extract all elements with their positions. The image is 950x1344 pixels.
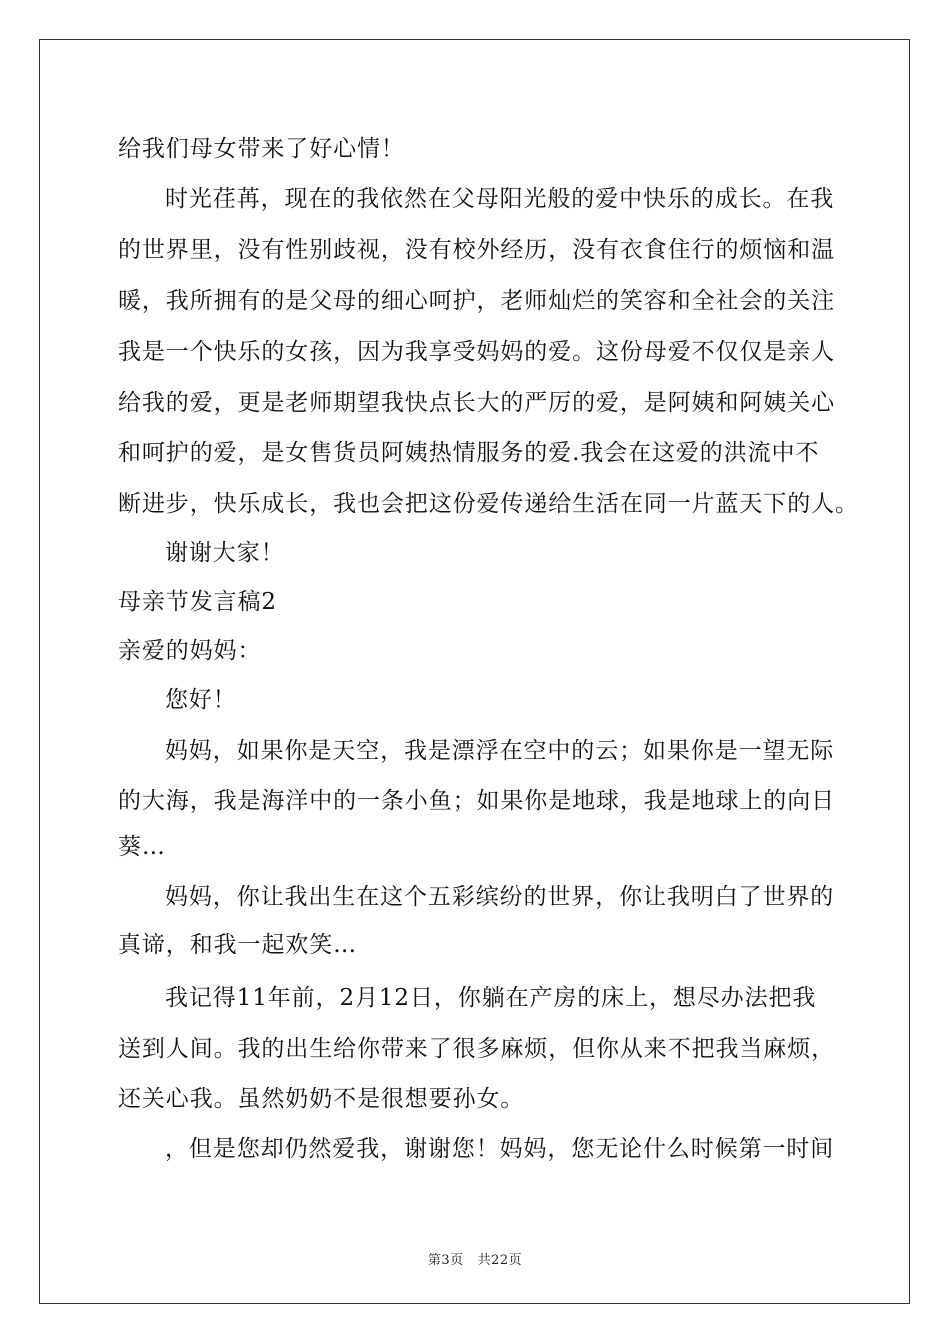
text-line: 真谛，和我一起欢笑… bbox=[118, 932, 357, 958]
text-line: 谢谢大家！ bbox=[165, 540, 285, 566]
text-line: 还关心我。虽然奶奶不是很想要孙女。 bbox=[118, 1086, 525, 1112]
salutation: 亲爱的妈妈： bbox=[118, 638, 262, 664]
page-number: 第3页 bbox=[427, 1253, 464, 1268]
page-total: 共22页 bbox=[477, 1253, 523, 1268]
section-heading: 母亲节发言稿2 bbox=[118, 589, 277, 615]
text-line: 妈妈，如果你是天空，我是漂浮在空中的云；如果你是一望无际 bbox=[165, 738, 835, 764]
page-footer bbox=[0, 1249, 950, 1268]
text-line: 的世界里，没有性别歧视，没有校外经历，没有衣食住行的烦恼和温 bbox=[118, 237, 835, 263]
text-line: 和呵护的爱，是女售货员阿姨热情服务的爱.我会在这爱的洪流中不 bbox=[118, 440, 820, 466]
text-line: 我是一个快乐的女孩，因为我享受妈妈的爱。这份母爱不仅仅是亲人 bbox=[118, 339, 835, 365]
greeting: 您好！ bbox=[165, 687, 237, 713]
text-line: 我记得11年前，2月12日，你躺在产房的床上，想尽办法把我 bbox=[165, 985, 817, 1011]
page-border bbox=[39, 39, 910, 1304]
text-line: 暖，我所拥有的是父母的细心呵护，老师灿烂的笑容和全社会的关注 bbox=[118, 288, 835, 314]
text-line: 时光荏苒，现在的我依然在父母阳光般的爱中快乐的成长。在我 bbox=[165, 186, 835, 212]
text-line: 妈妈，你让我出生在这个五彩缤纷的世界，你让我明白了世界的 bbox=[165, 884, 835, 910]
text-line: ，但是您却仍然爱我，谢谢您！妈妈，您无论什么时候第一时间 bbox=[165, 1136, 835, 1162]
text-line: 给我的爱，更是老师期望我快点长大的严厉的爱，是阿姨和阿姨关心 bbox=[118, 390, 835, 416]
text-line: 给我们母女带来了好心情！ bbox=[118, 136, 405, 162]
text-line: 送到人间。我的出生给你带来了很多麻烦，但你从来不把我当麻烦， bbox=[118, 1036, 835, 1062]
text-line: 的大海，我是海洋中的一条小鱼；如果你是地球，我是地球上的向日 bbox=[118, 788, 835, 814]
text-line: 葵… bbox=[118, 834, 166, 860]
text-line: 断进步，快乐成长，我也会把这份爱传递给生活在同一片蓝天下的人。 bbox=[118, 491, 859, 517]
